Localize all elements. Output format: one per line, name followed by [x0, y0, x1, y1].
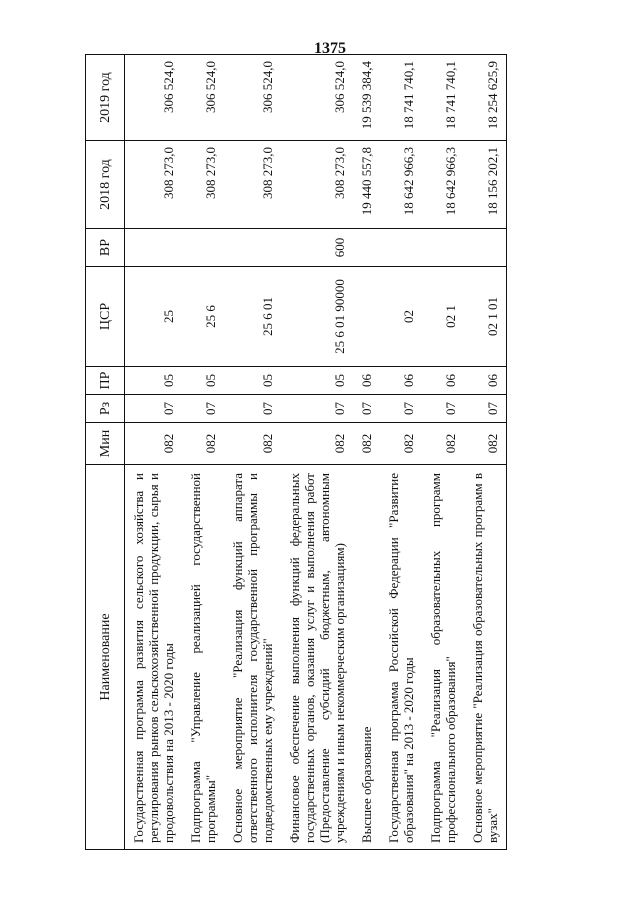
row-2018: 308 273,0 — [224, 141, 281, 229]
budget-table-sheet — [85, 55, 615, 850]
row-rz: 07 — [380, 395, 422, 423]
table-row — [464, 55, 507, 850]
header-name: Наименование — [86, 465, 125, 850]
row-pr: 05 — [125, 367, 183, 395]
row-vr: 600 — [281, 229, 353, 267]
row-min: 082 — [281, 423, 353, 465]
table-row — [380, 55, 422, 850]
header-rz: Рз — [86, 395, 125, 423]
row-csr: 25 6 — [182, 267, 224, 367]
row-csr: 25 — [125, 267, 183, 367]
row-pr: 06 — [464, 367, 507, 395]
row-rz: 07 — [422, 395, 464, 423]
header-vr: ВР — [86, 229, 125, 267]
row-csr: 25 6 01 90000 — [281, 267, 353, 367]
row-min: 082 — [125, 423, 183, 465]
row-pr: 05 — [224, 367, 281, 395]
row-2019: 306 524,0 — [182, 55, 224, 141]
row-name: Подпрограмма "Управление реализацией государственной программы" — [182, 465, 224, 850]
row-pr: 06 — [380, 367, 422, 395]
row-2019: 306 524,0 — [125, 55, 183, 141]
row-name: Основное мероприятие "Реализация образовательных программ в вузах" — [464, 465, 507, 850]
row-min: 082 — [353, 423, 380, 465]
header-min: Мин — [86, 423, 125, 465]
row-name: Финансовое обеспечение выполнения функций федеральных государственных органов, оказания услуг и выполнения работ (Предоставление субсидий бюджетным, автономным учреждениям и иным некоммерческим организациям) — [281, 465, 353, 850]
row-2018: 19 440 557,8 — [353, 141, 380, 229]
row-name: Государственная программа развития сельского хозяйства и регулирования рынков сельскохозяйственной продукции, сырья и продовольствия на 2013 - 2020 годы — [125, 465, 183, 850]
row-name: Высшее образование — [353, 465, 380, 850]
header-pr: ПР — [86, 367, 125, 395]
page-number: 1375 — [314, 40, 346, 57]
row-vr — [380, 229, 422, 267]
row-vr — [182, 229, 224, 267]
table-row — [281, 55, 353, 850]
table-row — [182, 55, 224, 850]
row-csr: 02 1 01 — [464, 267, 507, 367]
row-min: 082 — [182, 423, 224, 465]
row-2018: 308 273,0 — [125, 141, 183, 229]
row-2018: 18 156 202,1 — [464, 141, 507, 229]
row-2018: 308 273,0 — [281, 141, 353, 229]
row-pr: 05 — [182, 367, 224, 395]
row-vr — [353, 229, 380, 267]
row-pr: 06 — [353, 367, 380, 395]
row-vr — [125, 229, 183, 267]
row-2019: 306 524,0 — [281, 55, 353, 141]
row-2019: 18 254 625,9 — [464, 55, 507, 141]
header-2018: 2018 год — [86, 141, 125, 229]
row-vr — [224, 229, 281, 267]
row-rz: 07 — [125, 395, 183, 423]
row-name: Основное мероприятие "Реализация функций аппарата ответственного исполнителя государственной программы и подведомственных ему учреждений" — [224, 465, 281, 850]
table-row — [224, 55, 281, 850]
row-min: 082 — [224, 423, 281, 465]
row-csr — [353, 267, 380, 367]
header-csr: ЦСР — [86, 267, 125, 367]
row-2018: 308 273,0 — [182, 141, 224, 229]
table-row — [422, 55, 464, 850]
row-2018: 18 642 966,3 — [380, 141, 422, 229]
row-rz: 07 — [464, 395, 507, 423]
row-name: Государственная программа Российской Федерации "Развитие образования" на 2013 - 2020 годы — [380, 465, 422, 850]
row-vr — [422, 229, 464, 267]
row-2018: 18 642 966,3 — [422, 141, 464, 229]
row-2019: 306 524,0 — [224, 55, 281, 141]
budget-table — [85, 54, 507, 850]
table-row — [353, 55, 380, 850]
row-rz: 07 — [224, 395, 281, 423]
row-min: 082 — [464, 423, 507, 465]
row-csr: 02 — [380, 267, 422, 367]
row-2019: 18 741 740,1 — [422, 55, 464, 141]
row-2019: 19 539 384,4 — [353, 55, 380, 141]
row-pr: 05 — [281, 367, 353, 395]
row-rz: 07 — [182, 395, 224, 423]
row-csr: 02 1 — [422, 267, 464, 367]
header-2019: 2019 год — [86, 55, 125, 141]
row-rz: 07 — [353, 395, 380, 423]
row-rz: 07 — [281, 395, 353, 423]
row-name: Подпрограмма "Реализация образовательных программ профессионального образования" — [422, 465, 464, 850]
table-row — [125, 55, 183, 850]
row-min: 082 — [380, 423, 422, 465]
row-pr: 06 — [422, 367, 464, 395]
row-min: 082 — [422, 423, 464, 465]
row-2019: 18 741 740,1 — [380, 55, 422, 141]
row-vr — [464, 229, 507, 267]
table-header — [86, 55, 125, 850]
row-csr: 25 6 01 — [224, 267, 281, 367]
